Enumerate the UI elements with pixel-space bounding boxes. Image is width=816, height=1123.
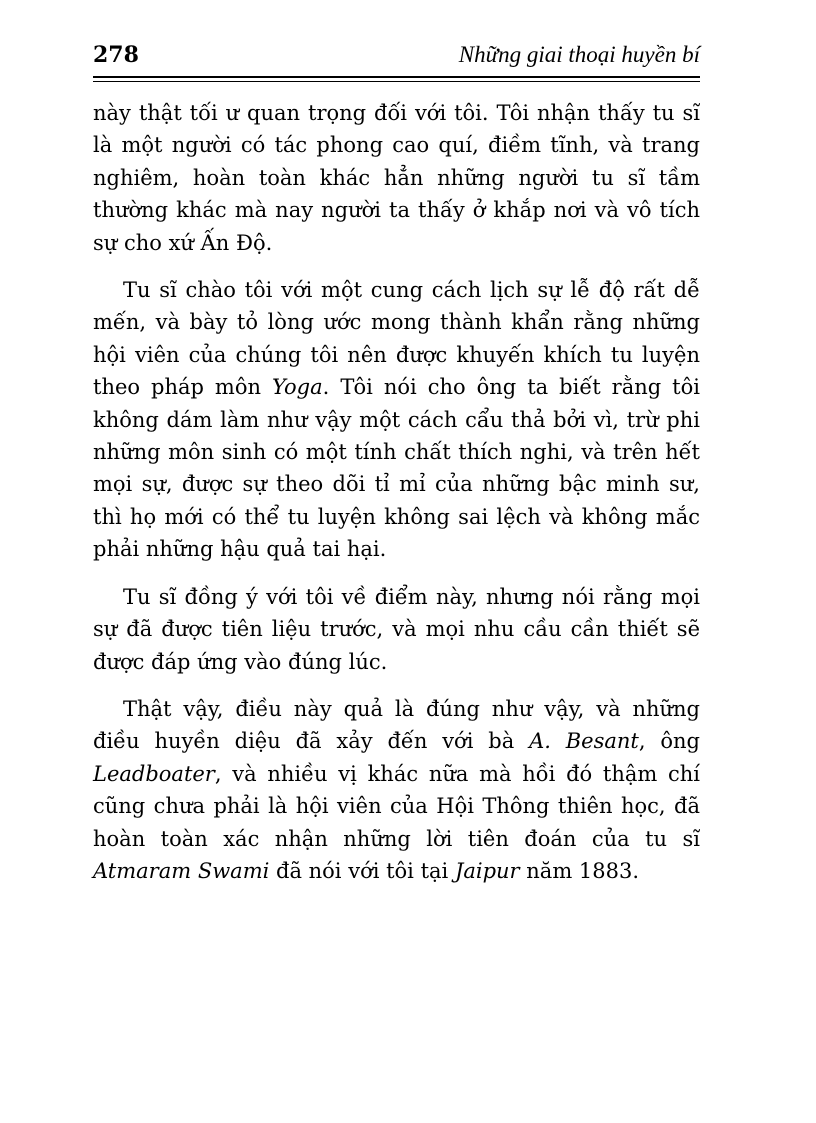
italic-term: Jaipur [454,858,520,883]
paragraph [93,581,700,678]
paragraph-text: Tu sĩ đồng ý với tôi về điểm này, nhưng nói rằng mọi sự đã được tiên liệu trước, và mọi nhu cầu cần thiết sẽ được đáp ứng vào đúng lúc. [93,584,700,674]
running-title: Những giai thoại huyền bí [458,42,700,67]
paragraph [93,97,700,259]
header-rule-thick [93,76,700,78]
paragraph-text: , và nhiều vị khác nữa mà hồi đó thậm chí cũng chưa phải là hội viên của Hội Thông thiên học, đã hoàn toàn xác nhận những lời tiên đoán của tu sĩ [93,761,700,851]
paragraph-text: năm 1883. [519,858,640,883]
paragraph-text: , ông [638,729,701,754]
header-rule-thin [93,81,700,82]
paragraph-text: đã nói với tôi tại [269,858,455,883]
paragraph-text: . Tôi nói cho ông ta biết rằng tôi không dám làm như vậy một cách cẩu thả bởi vì, trừ phi những môn sinh có một tính chất thích nghi, và trên hết mọi sự, được sự theo dõi tỉ mỉ của những bậc minh sư, thì họ mới có thể tu luyện không sai lệch và không mắc phải những hậu quả tai hại. [93,375,700,562]
italic-term: Leadboater [93,761,215,786]
paragraph [93,274,700,566]
italic-term: Yoga [272,375,323,400]
italic-term: A. Besant [529,729,639,754]
book-page [93,42,700,902]
page-number: 278 [93,42,139,68]
paragraph [93,693,700,887]
paragraph-text: Tu sĩ chào tôi với một cung cách lịch sự lễ độ rất dễ mến, và bày tỏ lòng ước mong thành khẩn rằng những hội viên của chúng tôi nên được khuyến khích tu luyện theo pháp môn [93,278,700,400]
paragraph-text: Thật vậy, điều này quả là đúng như vậy, và những điều huyền diệu đã xảy đến với bà [93,696,700,754]
italic-term: Atmaram Swami [93,858,270,883]
paragraph-text: này thật tối ư quan trọng đối với tôi. Tôi nhận thấy tu sĩ là một người có tác phong cao quí, điềm tĩnh, và trang nghiêm, hoàn toàn khác hẳn những người tu sĩ tầm thường khác mà nay người ta thấy ở khắp nơi và vô tích sự cho xứ Ấn Độ. [93,101,700,255]
body-text [93,97,700,887]
page-header [93,42,700,76]
